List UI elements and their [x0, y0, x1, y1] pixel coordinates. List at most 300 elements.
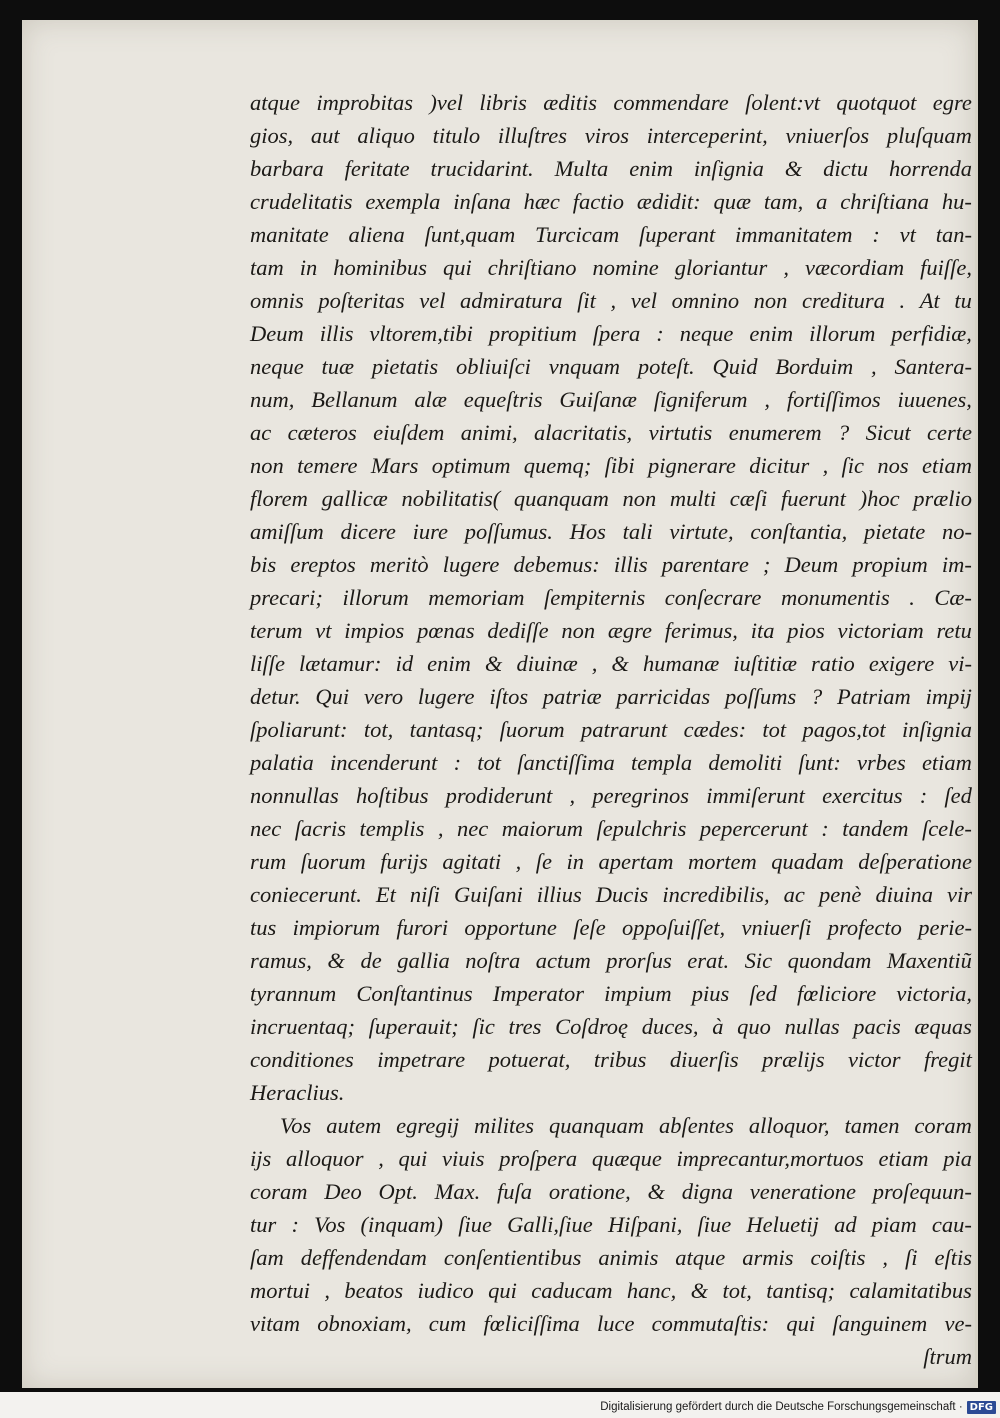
word: armis	[742, 1245, 794, 1270]
word: victoriam	[837, 618, 924, 643]
word: ramus,	[250, 948, 312, 973]
word: Maxentiũ	[886, 948, 972, 973]
word: immiſerunt	[706, 783, 805, 808]
word: impiorum	[292, 915, 381, 940]
word: in	[566, 849, 584, 874]
word: monumentis	[780, 585, 890, 610]
word: ,	[515, 849, 522, 874]
word: penè	[818, 882, 862, 907]
word: actum	[535, 948, 591, 973]
word: ſuorum	[300, 849, 366, 874]
word: ſeſe	[573, 915, 606, 940]
word: )hoc	[859, 486, 900, 511]
word: &	[611, 651, 629, 676]
word: gloriantur	[674, 255, 768, 280]
word: poſteritas	[318, 288, 405, 313]
word: ad	[834, 1212, 857, 1237]
word: pietate	[863, 519, 926, 544]
word: tribus	[593, 1047, 647, 1072]
word: enim	[749, 321, 794, 346]
word: illuſtres	[497, 123, 568, 148]
word: tan-	[935, 222, 972, 247]
word: viros	[584, 123, 629, 148]
word: Turcicam	[535, 222, 620, 247]
word: precari;	[250, 585, 323, 610]
word: poſſumus.	[464, 519, 553, 544]
word: retu	[936, 618, 972, 643]
text-line	[250, 647, 972, 680]
word: ſit	[577, 288, 596, 313]
word: barbara	[250, 156, 324, 181]
word: inſignia	[693, 156, 764, 181]
word: egre	[932, 90, 972, 115]
text-line	[250, 383, 972, 416]
word: optimum	[431, 453, 511, 478]
word: vnquam	[548, 354, 620, 379]
word: interceperint,	[646, 123, 768, 148]
word: manitate	[250, 222, 329, 247]
text-line	[250, 977, 972, 1010]
word: titulo	[432, 123, 481, 148]
word: ædidit:	[636, 189, 701, 214]
word: ferimus,	[664, 618, 738, 643]
word: Qui	[315, 684, 350, 709]
word: coram	[914, 1113, 972, 1138]
word: Deum	[250, 321, 304, 346]
word: templa	[630, 750, 693, 775]
text-line	[250, 1076, 972, 1109]
word: ſi	[904, 1245, 918, 1270]
word: calamitatibus	[849, 1278, 972, 1303]
word: nomine	[592, 255, 659, 280]
word: Et	[375, 882, 396, 907]
word: improbitas	[316, 90, 414, 115]
word: ſam	[250, 1245, 284, 1270]
word: qui	[398, 1146, 428, 1171]
word: Santera-	[894, 354, 972, 379]
word: temere	[297, 453, 358, 478]
word: ſpera	[592, 321, 641, 346]
word: id	[395, 651, 414, 676]
word: ,	[783, 255, 789, 280]
footer-separator: ·	[955, 1401, 963, 1413]
word: ac	[783, 882, 805, 907]
word: Coſdroę	[555, 1014, 629, 1039]
word: no-	[941, 519, 972, 544]
word: Sic	[744, 948, 773, 973]
text-line	[250, 1340, 972, 1373]
word: alæ	[414, 387, 447, 412]
word: cau-	[931, 1212, 972, 1237]
word: niſi	[409, 882, 440, 907]
word: parricidas	[616, 684, 711, 709]
word: bis	[250, 552, 277, 577]
word: quo	[737, 1014, 771, 1039]
word: autem	[326, 1113, 382, 1138]
word: prælijs	[762, 1047, 825, 1072]
word: ,	[569, 783, 576, 808]
word: ratio	[811, 651, 855, 676]
word: At	[919, 288, 940, 313]
word: ac	[250, 420, 272, 445]
word: Max.	[434, 1179, 481, 1204]
word: libris	[479, 90, 527, 115]
word: :	[656, 321, 664, 346]
word: tantisq;	[766, 1278, 836, 1303]
word: noſtra	[465, 948, 521, 973]
word: ;	[762, 552, 771, 577]
word: deffendendam	[300, 1245, 427, 1270]
word: illis	[319, 321, 354, 346]
word: abſentes	[658, 1113, 734, 1138]
word: atque	[675, 1245, 726, 1270]
word: conſecrare	[664, 585, 762, 610]
text-line	[250, 119, 972, 152]
word: etiam	[921, 453, 972, 478]
word: ijs	[250, 1146, 272, 1171]
word: certe	[926, 420, 972, 445]
word: ægre	[607, 618, 653, 643]
word: dediſſe	[487, 618, 549, 643]
word: illius	[536, 882, 582, 907]
word: pacis	[853, 1014, 901, 1039]
word: florem	[250, 486, 308, 511]
word: .	[338, 1080, 345, 1105]
word: tot	[762, 717, 787, 742]
word: vel	[419, 288, 446, 313]
word: cædes:	[683, 717, 747, 742]
word: lugere	[417, 684, 475, 709]
word: æditis	[543, 90, 598, 115]
text-line	[250, 911, 972, 944]
word: à	[712, 1014, 724, 1039]
word: Sicut	[865, 420, 911, 445]
text-line	[250, 845, 972, 878]
word: ve-	[944, 1311, 972, 1336]
word: tot,	[722, 1278, 752, 1303]
book-page	[22, 20, 978, 1388]
text-line	[250, 548, 972, 581]
word: conſtantia,	[750, 519, 848, 544]
word: tamen	[844, 1113, 900, 1138]
word: egregij	[396, 1113, 460, 1138]
word: prælio	[913, 486, 972, 511]
word: hanc,	[626, 1278, 677, 1303]
word: nonnullas	[250, 783, 339, 808]
word: vel	[630, 288, 657, 313]
word: proſequun-	[872, 1179, 972, 1204]
text-line	[250, 878, 972, 911]
text-line	[250, 1307, 972, 1340]
word: etiam	[921, 750, 972, 775]
word: quotquot	[836, 90, 917, 115]
word: viuis	[441, 1146, 485, 1171]
text-line	[250, 812, 972, 845]
word: diuina	[875, 882, 933, 907]
word: apertam	[598, 849, 674, 874]
text-line	[250, 284, 972, 317]
word: hæc	[523, 189, 560, 214]
word: (inquam)	[360, 1212, 444, 1237]
word: a	[816, 189, 828, 214]
word: demoliti	[708, 750, 783, 775]
word: illis	[613, 552, 648, 577]
word: non	[753, 288, 788, 313]
word: horrenda	[889, 156, 972, 181]
word: tam	[250, 255, 284, 280]
word: cæteros	[287, 420, 357, 445]
text-line	[250, 86, 972, 119]
word: ,	[871, 354, 877, 379]
word: immanitatem	[735, 222, 853, 247]
word: pignerare	[647, 453, 736, 478]
text-line	[250, 944, 972, 977]
word: commendare	[613, 90, 729, 115]
word: non	[561, 618, 596, 643]
word: potuerat,	[488, 1047, 571, 1072]
word: perie-	[918, 915, 972, 940]
word: ?	[811, 684, 823, 709]
word: obnoxiam,	[317, 1311, 412, 1336]
word: in	[299, 255, 318, 280]
text-line	[250, 713, 972, 746]
word: Mars	[370, 453, 419, 478]
word: tuæ	[321, 354, 355, 379]
word: obliuiſci	[455, 354, 531, 379]
word: admiratura	[460, 288, 563, 313]
word: )vel	[429, 90, 464, 115]
word: :	[291, 1212, 299, 1237]
word: inſignia	[901, 717, 972, 742]
word: vrbes	[857, 750, 906, 775]
word: fregit	[923, 1047, 972, 1072]
text-line	[250, 680, 972, 713]
word: ſacris	[294, 816, 346, 841]
word: vt	[899, 222, 916, 247]
text-line	[250, 746, 972, 779]
word: gallicæ	[321, 486, 388, 511]
word: pia	[943, 1146, 972, 1171]
word: aut	[310, 123, 340, 148]
word: nullas	[784, 1014, 840, 1039]
word: imprecantur,mortuos	[676, 1146, 864, 1171]
word: tus	[250, 915, 277, 940]
word: ſunt:	[798, 750, 841, 775]
word: vniuerſos	[785, 123, 870, 148]
word: conditiones	[250, 1047, 354, 1072]
word: liſſe	[250, 651, 285, 676]
word: digna	[681, 1179, 734, 1204]
word: Bellanum	[311, 387, 398, 412]
word: atque	[250, 90, 300, 115]
word: quondam	[787, 948, 872, 973]
word: propitium	[488, 321, 577, 346]
word: æquas	[914, 1014, 972, 1039]
word: poſſums	[724, 684, 797, 709]
word: coram	[250, 1179, 308, 1204]
word: detur.	[250, 684, 301, 709]
word: Multa	[554, 156, 609, 181]
word: exempla	[365, 189, 441, 214]
word: pios	[787, 618, 825, 643]
word: pluſquam	[886, 123, 972, 148]
word: ,	[437, 816, 444, 841]
word: ſunt,quam	[424, 222, 516, 247]
word: Opt.	[378, 1179, 418, 1204]
word: ſed	[749, 981, 777, 1006]
word: fœliciſſima	[483, 1311, 580, 1336]
word: nec	[457, 816, 489, 841]
word: coiſtis	[810, 1245, 866, 1270]
word: victor	[848, 1047, 901, 1072]
word: de	[360, 948, 382, 973]
word: neque	[250, 354, 304, 379]
word: quadam	[771, 849, 844, 874]
word: :	[453, 750, 462, 775]
word: ſed	[944, 783, 972, 808]
word: fuſa	[497, 1179, 533, 1204]
word: &	[690, 1278, 709, 1303]
text-line	[250, 1043, 972, 1076]
word: Patriam	[837, 684, 911, 709]
word: quanquam	[513, 486, 609, 511]
word: exigere	[868, 651, 935, 676]
word: ſpoliarunt:	[250, 717, 348, 742]
word: deſperatione	[858, 849, 972, 874]
word: Hos	[569, 519, 606, 544]
word: coniecerunt.	[250, 882, 362, 907]
word: iſtos	[489, 684, 529, 709]
text-line	[250, 449, 972, 482]
word: ſuorum	[499, 717, 565, 742]
word: ,	[378, 1146, 384, 1171]
word: Guiſani	[453, 882, 523, 907]
word: ſanctiſſima	[517, 750, 615, 775]
word: perfidiæ,	[891, 321, 972, 346]
word: furijs	[380, 849, 428, 874]
word: pietatis	[371, 354, 439, 379]
text-line	[250, 1175, 972, 1208]
word: neque	[679, 321, 734, 346]
word: tot,	[363, 717, 394, 742]
word: tur	[250, 1212, 277, 1237]
word: &	[647, 1179, 665, 1204]
word: ſolent:vt	[745, 90, 821, 115]
word: feritate	[344, 156, 410, 181]
word: ſcele-	[921, 816, 972, 841]
word: ita	[750, 618, 775, 643]
word: meritò	[369, 552, 429, 577]
word: .	[909, 585, 915, 610]
word: rum	[250, 849, 287, 874]
word: pœnas	[417, 618, 475, 643]
word: ,	[882, 1245, 889, 1270]
word: ,	[591, 651, 598, 676]
text-line	[250, 1208, 972, 1241]
text-line	[250, 185, 972, 218]
word: memoriam	[428, 585, 525, 610]
word: Ducis	[595, 882, 649, 907]
word: &	[784, 156, 803, 181]
word: impios	[344, 618, 405, 643]
word: terum	[250, 618, 303, 643]
word: tres	[508, 1014, 542, 1039]
word: ,	[324, 1278, 331, 1303]
text-line	[250, 1142, 972, 1175]
word: omnis	[250, 288, 304, 313]
word: proſpera	[499, 1146, 578, 1171]
word: profecto	[827, 915, 902, 940]
word: oppoſuiſſet,	[622, 915, 726, 940]
word: oratione,	[548, 1179, 631, 1204]
word: ,	[610, 288, 617, 313]
word: hominibus	[333, 255, 428, 280]
word: mortem	[687, 849, 757, 874]
word: maiorum	[501, 816, 583, 841]
word: cum	[428, 1311, 467, 1336]
word: vi-	[948, 651, 972, 676]
word: gios,	[250, 123, 294, 148]
word: hoſtibus	[355, 783, 429, 808]
word: qui	[786, 1311, 816, 1336]
word: Cæ-	[934, 585, 972, 610]
word: Conſtantinus	[356, 981, 473, 1006]
word: ſibi	[604, 453, 635, 478]
word: fœliciore	[797, 981, 877, 1006]
word: nec	[250, 816, 282, 841]
word: dicere	[340, 519, 396, 544]
word: creditura	[802, 288, 885, 313]
text-line	[250, 1274, 972, 1307]
word: etiam	[878, 1146, 929, 1171]
word: ,	[764, 387, 771, 412]
word: ſe	[535, 849, 552, 874]
text-line	[250, 152, 972, 185]
word: vero	[363, 684, 404, 709]
word: Quid	[712, 354, 758, 379]
word: Vos	[280, 1113, 312, 1138]
word: commutaſtis:	[651, 1311, 770, 1336]
text-line	[250, 416, 972, 449]
word: iuuenes,	[897, 387, 972, 412]
word: impium	[604, 981, 672, 1006]
word: parentare	[661, 552, 749, 577]
word: poteſt.	[637, 354, 695, 379]
word: prorſus	[606, 948, 672, 973]
word: :	[872, 222, 880, 247]
text-line	[250, 515, 972, 548]
word: peregrinos	[592, 783, 689, 808]
word: pepercerunt	[699, 816, 808, 841]
word: victoria,	[896, 981, 972, 1006]
word: &	[327, 948, 345, 973]
word: num,	[250, 387, 295, 412]
word: Imperator	[492, 981, 585, 1006]
word: eſtis	[934, 1245, 972, 1270]
word: alloquor	[285, 1146, 364, 1171]
word: ſuperant	[639, 222, 716, 247]
word: tot	[477, 750, 502, 775]
text-line	[250, 218, 972, 251]
word: ſic	[841, 453, 865, 478]
word: illorum	[809, 321, 876, 346]
word: ſuperauit;	[368, 1014, 459, 1039]
word: im-	[941, 552, 972, 577]
word: ,	[822, 453, 829, 478]
word: fortiſſimos	[786, 387, 881, 412]
word: chriſtiano	[487, 255, 577, 280]
word: ?	[837, 420, 850, 445]
